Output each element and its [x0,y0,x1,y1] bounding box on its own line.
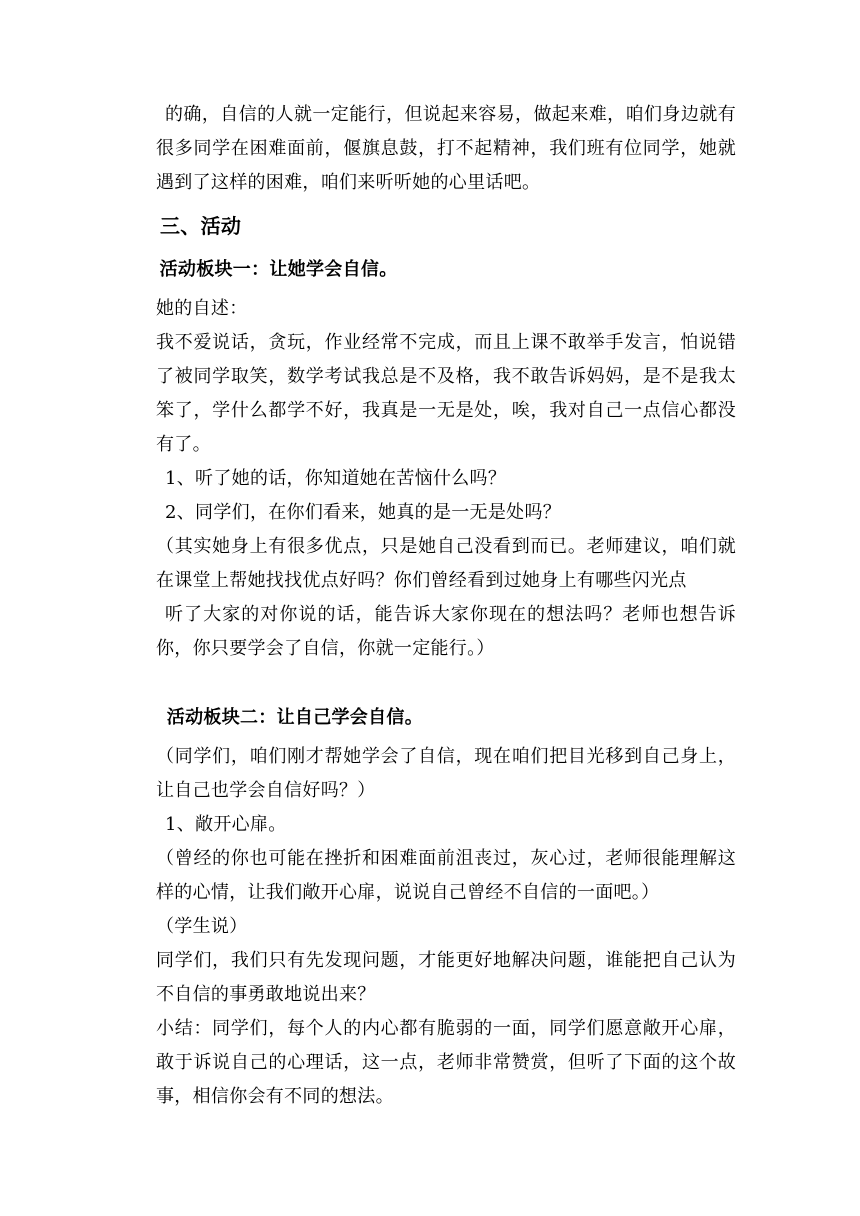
prompt-paragraph: 同学们，我们只有先发现问题，才能更好地解决问题，谁能把自己认为不自信的事勇敢地说出来？ [156,950,736,1005]
document-body [156,98,736,1114]
teacher-note-two: （同学们，咱们刚才帮她学会了自信，现在咱们把目光移到自己身上，让自己也学会自信好吗？） [156,746,736,801]
question-two: 2、同学们，在你们看来，她真的是一无是处吗？ [165,502,562,523]
summary-paragraph: 小结：同学们，每个人的内心都有脆弱的一面，同学们愿意敞开心扉，敢于诉说自己的心理话，这一点，老师非常赞赏，但听了下面的这个故事，相信你会有不同的想法。 [156,1018,736,1107]
self-statement-paragraph: 我不爱说话，贪玩，作业经常不完成，而且上课不敢举手发言，怕说错了被同学取笑，数学考试我总是不及格，我不敢告诉妈妈，是不是我太笨了，学什么都学不好，我真是一无是处，唉，我对自己一点信心都没有了。 [156,332,736,455]
question-one: 1、听了她的话，你知道她在苦恼什么吗？ [165,468,507,489]
teacher-note-one: （其实她身上有很多优点，只是她自己没看到而已。老师建议，咱们就在课堂上帮她找找优点好吗？你们曾经看到过她身上有哪些闪光点 [156,536,736,591]
block-one-heading: 活动板块一：让她学会自信。 [159,259,398,280]
teacher-note-one-continued: 听了大家的对你说的话，能告诉大家你现在的想法吗？老师也想告诉你，你只要学会了自信，你就一定能行。） [156,604,736,659]
self-intro-label: 她的自述： [156,298,248,319]
student-says: （学生说） [156,916,248,937]
block-two-heading: 活动板块二：让自己学会自信。 [166,707,423,728]
intro-paragraph: 的确，自信的人就一定能行，但说起来容易，做起来难，咱们身边就有很多同学在困难面前，偃旗息鼓，打不起精神，我们班有位同学，她就遇到了这样的困难，咱们来听听她的心里话吧。 [156,104,736,193]
step-one: 1、敞开心扉。 [165,814,287,835]
teacher-note-three: （曾经的你也可能在挫折和困难面前沮丧过，灰心过，老师很能理解这样的心情，让我们敞开心扉，说说自己曾经不自信的一面吧。） [156,848,736,903]
section-heading-activities: 三、活动 [160,214,242,238]
